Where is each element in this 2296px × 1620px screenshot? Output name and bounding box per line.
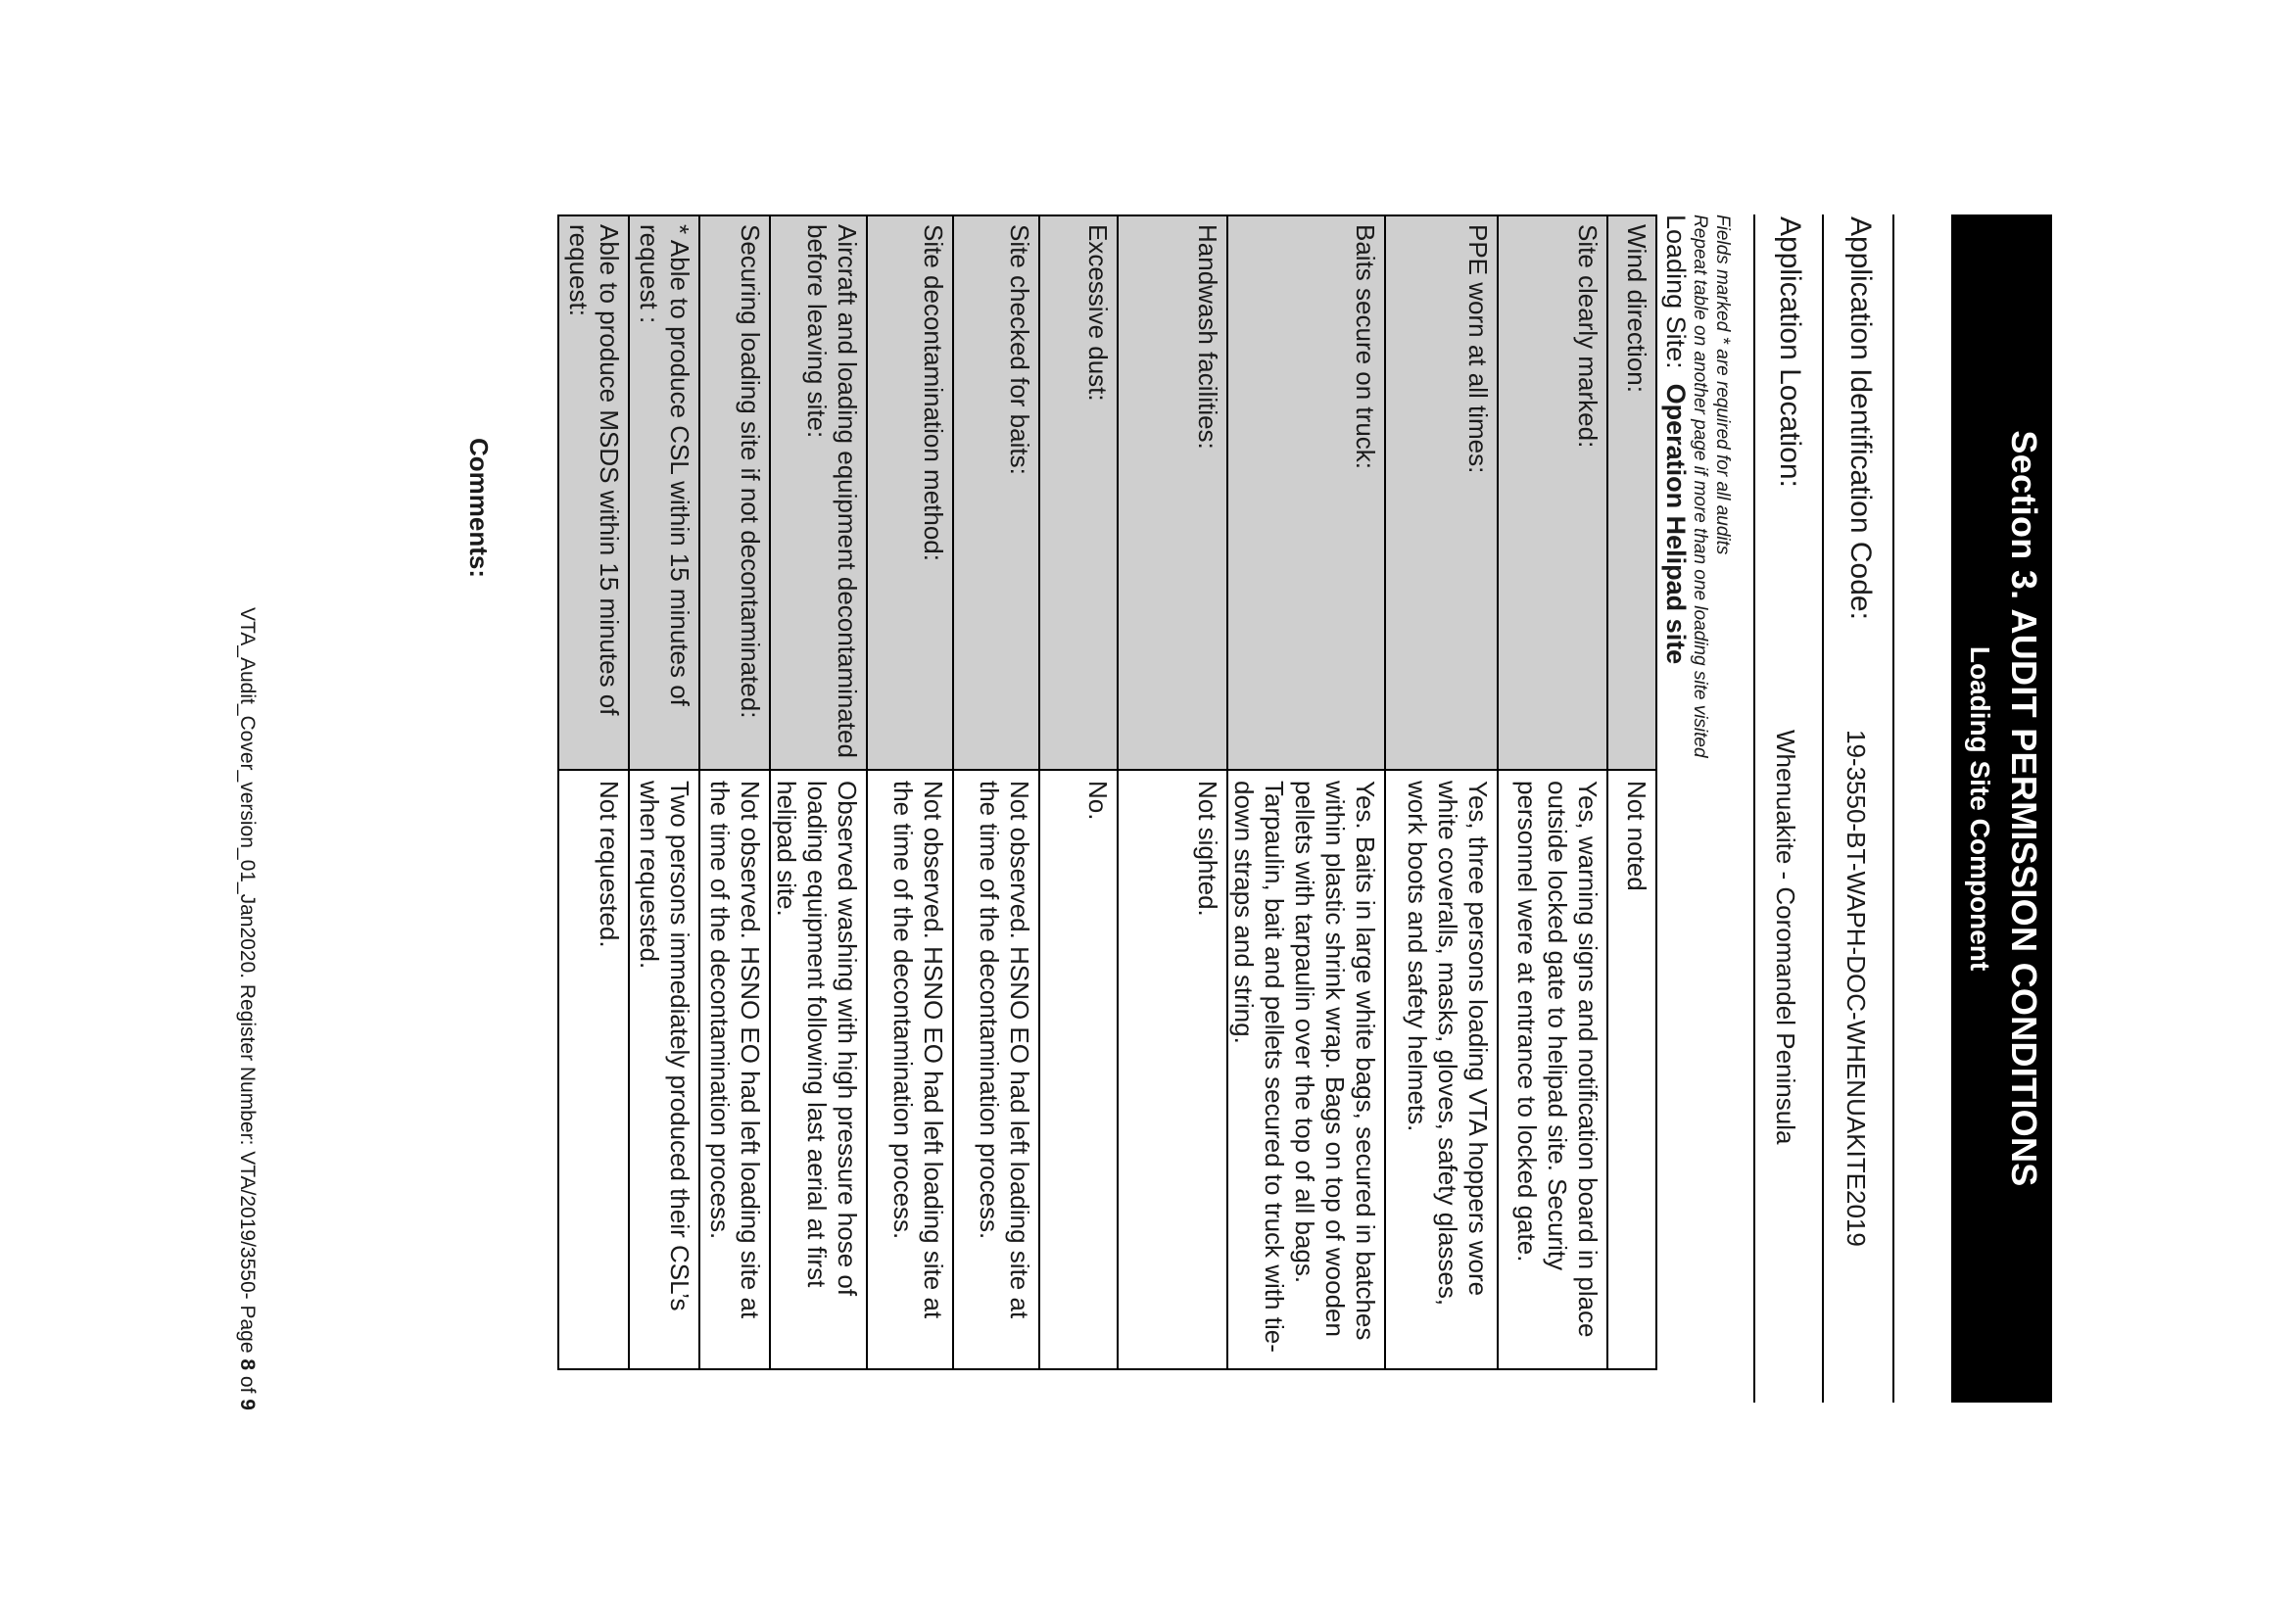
row-label: Securing loading site if not decontaminated: [699, 215, 770, 770]
row-value: Not sighted. [1118, 770, 1227, 1369]
required-fields-note: Fields marked * are required for all audits [1712, 214, 1733, 555]
row-label: Baits secure on truck: [1227, 215, 1385, 770]
row-label: Excessive dust: [1039, 215, 1118, 770]
table-row [1607, 215, 1656, 1369]
table-row [629, 215, 699, 1369]
row-label: PPE worn at all times: [1385, 215, 1498, 770]
row-value: Two persons immediately produced their CSL’s when requested. [629, 770, 699, 1369]
row-label: Site decontamination method: [867, 215, 953, 770]
table-row [1118, 215, 1227, 1369]
section-title: Section 3. AUDIT PERMISSION CONDITIONS [2004, 430, 2044, 1187]
row-label: Site checked for baits: [953, 215, 1039, 770]
loading-site-name: Operation Helipad site [1661, 383, 1691, 665]
row-value: Not observed. HSNO EO had left loading site at the time of the decontamination process. [953, 770, 1039, 1369]
row-value: Not observed. HSNO EO had left loading site at the time of the decontamination process. [699, 770, 770, 1369]
footer-of: of [236, 1370, 259, 1400]
table-row [1385, 215, 1498, 1369]
application-location-row [1753, 214, 1824, 1403]
footer-page-number: 8 [236, 1358, 259, 1371]
table-row [1227, 215, 1385, 1369]
application-location-label: Application Location: [1774, 216, 1806, 488]
comments-label: Comments: [464, 438, 494, 579]
application-id-row [1824, 214, 1892, 1403]
table-row [770, 215, 867, 1369]
row-label: Aircraft and loading equipment decontaminated before leaving site: [770, 215, 867, 770]
row-value: Observed washing with high pressure hose of loading equipment following last aerial at first helipad site. [770, 770, 867, 1369]
row-value: No. [1039, 770, 1118, 1369]
row-value: Yes. Baits in large white bags, secured in batches within plastic shrink wrap. Bags on top of wooden pellets with tarpaulin over the top of all bags. Tarpaulin, bait and pellets secured to truck with tie-down straps and string. [1227, 770, 1385, 1369]
table-row [699, 215, 770, 1369]
row-value: Not observed. HSNO EO had left loading site at the time of the decontamination process. [867, 770, 953, 1369]
application-details [1753, 214, 1894, 1403]
row-value: Not requested. [558, 770, 629, 1369]
row-label: * Able to produce CSL within 15 minutes of request : [629, 215, 699, 770]
page-footer [235, 607, 259, 1410]
application-id-label: Application Identification Code: [1844, 216, 1877, 620]
table-row [558, 215, 629, 1369]
footer-text: VTA_Audit_Cover_version_01_Jan2020. Register Number: VTA/2019/3550- Page [236, 607, 259, 1359]
table-row [953, 215, 1039, 1369]
section-header [1951, 214, 2052, 1403]
table-row [867, 215, 953, 1369]
row-label: Site clearly marked: [1498, 215, 1607, 770]
loading-site-line [1660, 214, 1691, 664]
row-value: Yes, three persons loading VTA hoppers wore white coveralls, masks, gloves, safety glasses, work boots and safety helmets. [1385, 770, 1498, 1369]
row-label: Handwash facilities: [1118, 215, 1227, 770]
application-location-value: Whenuakite - Coromandel Peninsula [1771, 730, 1800, 1145]
loading-site-table [557, 214, 1657, 1370]
table-row [1498, 215, 1607, 1369]
footer-page-total: 9 [236, 1399, 259, 1410]
row-label: Able to produce MSDS within 15 minutes of request: [558, 215, 629, 770]
row-value: Yes, warning signs and notification board in place outside locked gate to helipad site. Security personnel were at entrance to locked gate. [1498, 770, 1607, 1369]
row-value: Not noted [1607, 770, 1656, 1369]
application-id-value: 19-3550-BT-WAPH-DOC-WHENUAKITE2019 [1842, 730, 1871, 1247]
loading-site-label: Loading Site: [1661, 214, 1691, 369]
table-row [1039, 215, 1118, 1369]
row-label: Wind direction: [1607, 215, 1656, 770]
repeat-table-note: Repeat table on another page if more than one loading site visited [1690, 214, 1710, 758]
section-subtitle: Loading Site Component [1965, 645, 1995, 972]
